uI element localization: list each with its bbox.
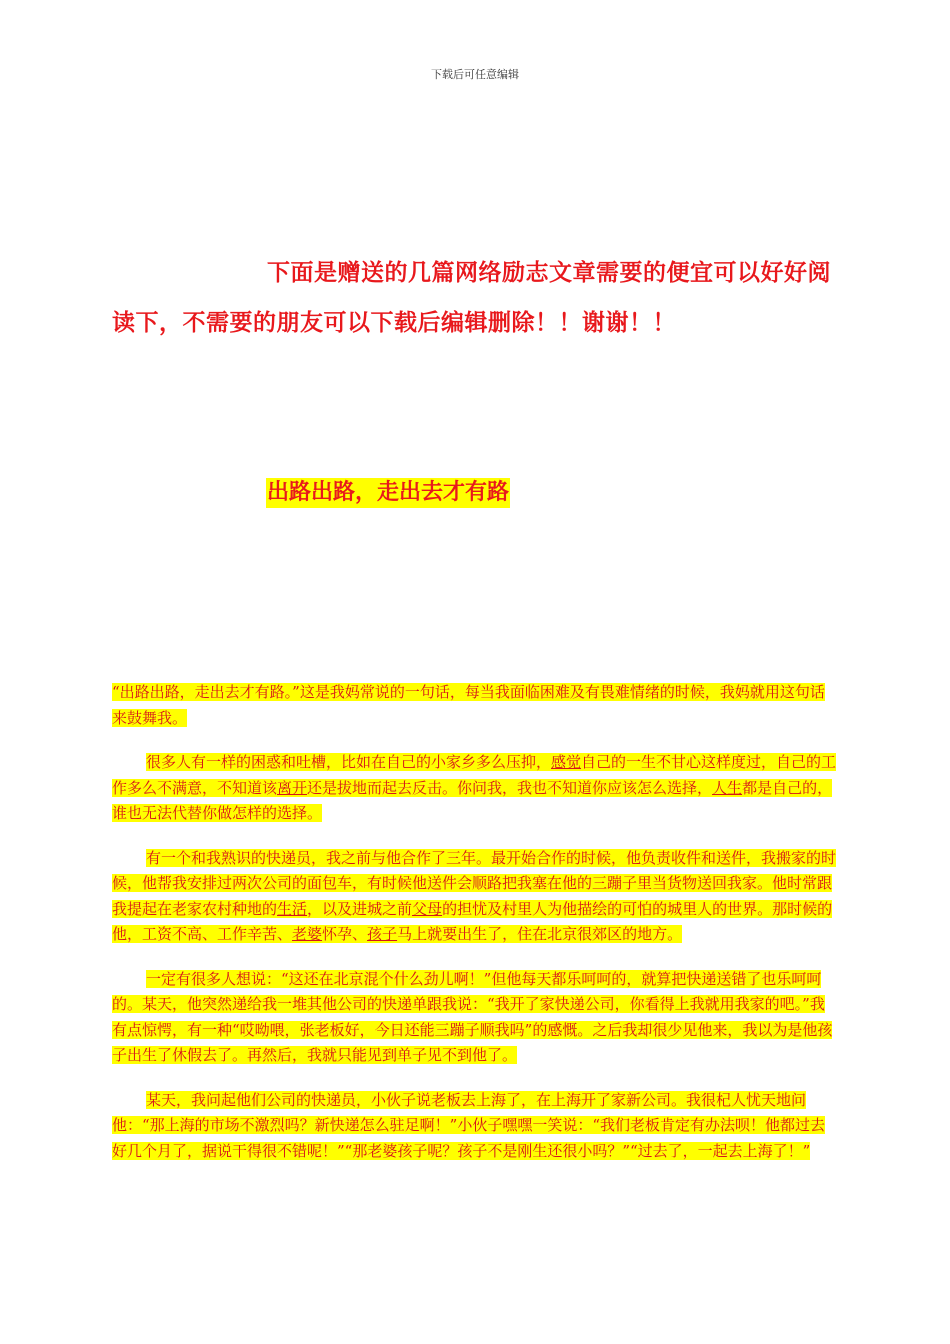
p2-text-a: 很多人有一样的困惑和吐槽，比如在自己的小家乡多么压抑， [146,753,552,771]
paragraph-2 [112,750,838,827]
p3-text-a: 有一个和我熟识的快递员，我之前与他合作了三年。最开始合作的时候，他负责收件和送件，我搬家的时候，他帮我安排过两次公司的面包车，有时候他送件会顺路把我塞在他的三蹦子里当货物送回我家。他时常跟我提起在老家农村种地的 [112,848,837,918]
link-离开[interactable]: 离开 [277,778,308,797]
link-人生[interactable]: 人生 [712,778,743,797]
paragraph-4-text: 一定有很多人想说：“这还在北京混个什么劲儿啊！”但他每天都乐呵呵的，就算把快递送错了也乐呵呵的。某天，他突然递给我一堆其他公司的快递单跟我说：“我开了家快递公司，你看得上我就用我家的吧。”我有点惊愕，有一种“哎呦喂，张老板好，今日还能三蹦子顺我吗”的感慨。之后我却很少见他来，我以为是他孩子出生了休假去了。再然后，我就只能见到单子见不到他了。 [112,969,833,1064]
paragraph-5 [112,1088,838,1165]
p2-text-e: 还是拔地而起去反击。你问我，我也不知道你应该怎么选择， [307,778,713,797]
gift-notice: 下面是赠送的几篇网络励志文章需要的便宜可以好好阅读下，不需要的朋友可以下载后编辑删除！！谢谢！！ [112,260,831,336]
article-title: 出路出路，走出去才有路 [266,478,510,508]
link-感觉[interactable]: 感觉 [551,753,582,771]
p3-text-i: 马上就要出生了，住在北京很郊区的地方。 [397,925,683,943]
link-父母[interactable]: 父母 [412,899,443,918]
p3-text-c: ，以及进城之前 [307,899,413,918]
paragraph-4 [112,967,838,1069]
paragraph-1 [112,680,838,731]
link-生活[interactable]: 生活 [277,899,308,918]
page-header: 下载后可任意编辑 [431,68,519,81]
p2-text-c: 自己的一生不甘心这样度过，自己的工作多么不满意，不知道该 [112,753,837,797]
link-孩子[interactable]: 孩子 [367,925,398,943]
paragraph-3 [112,846,838,948]
paragraph-1-text: “出路出路，走出去才有路。”这是我妈常说的一句话，每当我面临困难及有畏难情绪的时候，我妈就用这句话来鼓舞我。 [112,683,825,727]
p3-text-g: 怀孕、 [322,925,368,943]
paragraph-5-text: 某天，我问起他们公司的快递员，小伙子说老板去上海了，在上海开了家新公司。我很杞人忧天地问他：“那上海的市场不激烈吗？新快递怎么驻足啊！”小伙子嘿嘿一笑说：“我们老板肯定有办法呗！他都过去好几个月了，据说干得很不错呢！”“那老婆孩子呢？孩子不是刚生还很小吗？”“过去了，一起去上海了！” [112,1090,826,1160]
p3-text-e: 的担忧及村里人为他描绘的可怕的城里人的世界。那时候的他，工资不高、工作辛苦、 [112,899,833,943]
link-老婆[interactable]: 老婆 [292,925,323,943]
p2-text-g: 都是自己的，谁也无法代替你做怎样的选择。 [112,778,833,822]
article-body [112,680,838,1183]
